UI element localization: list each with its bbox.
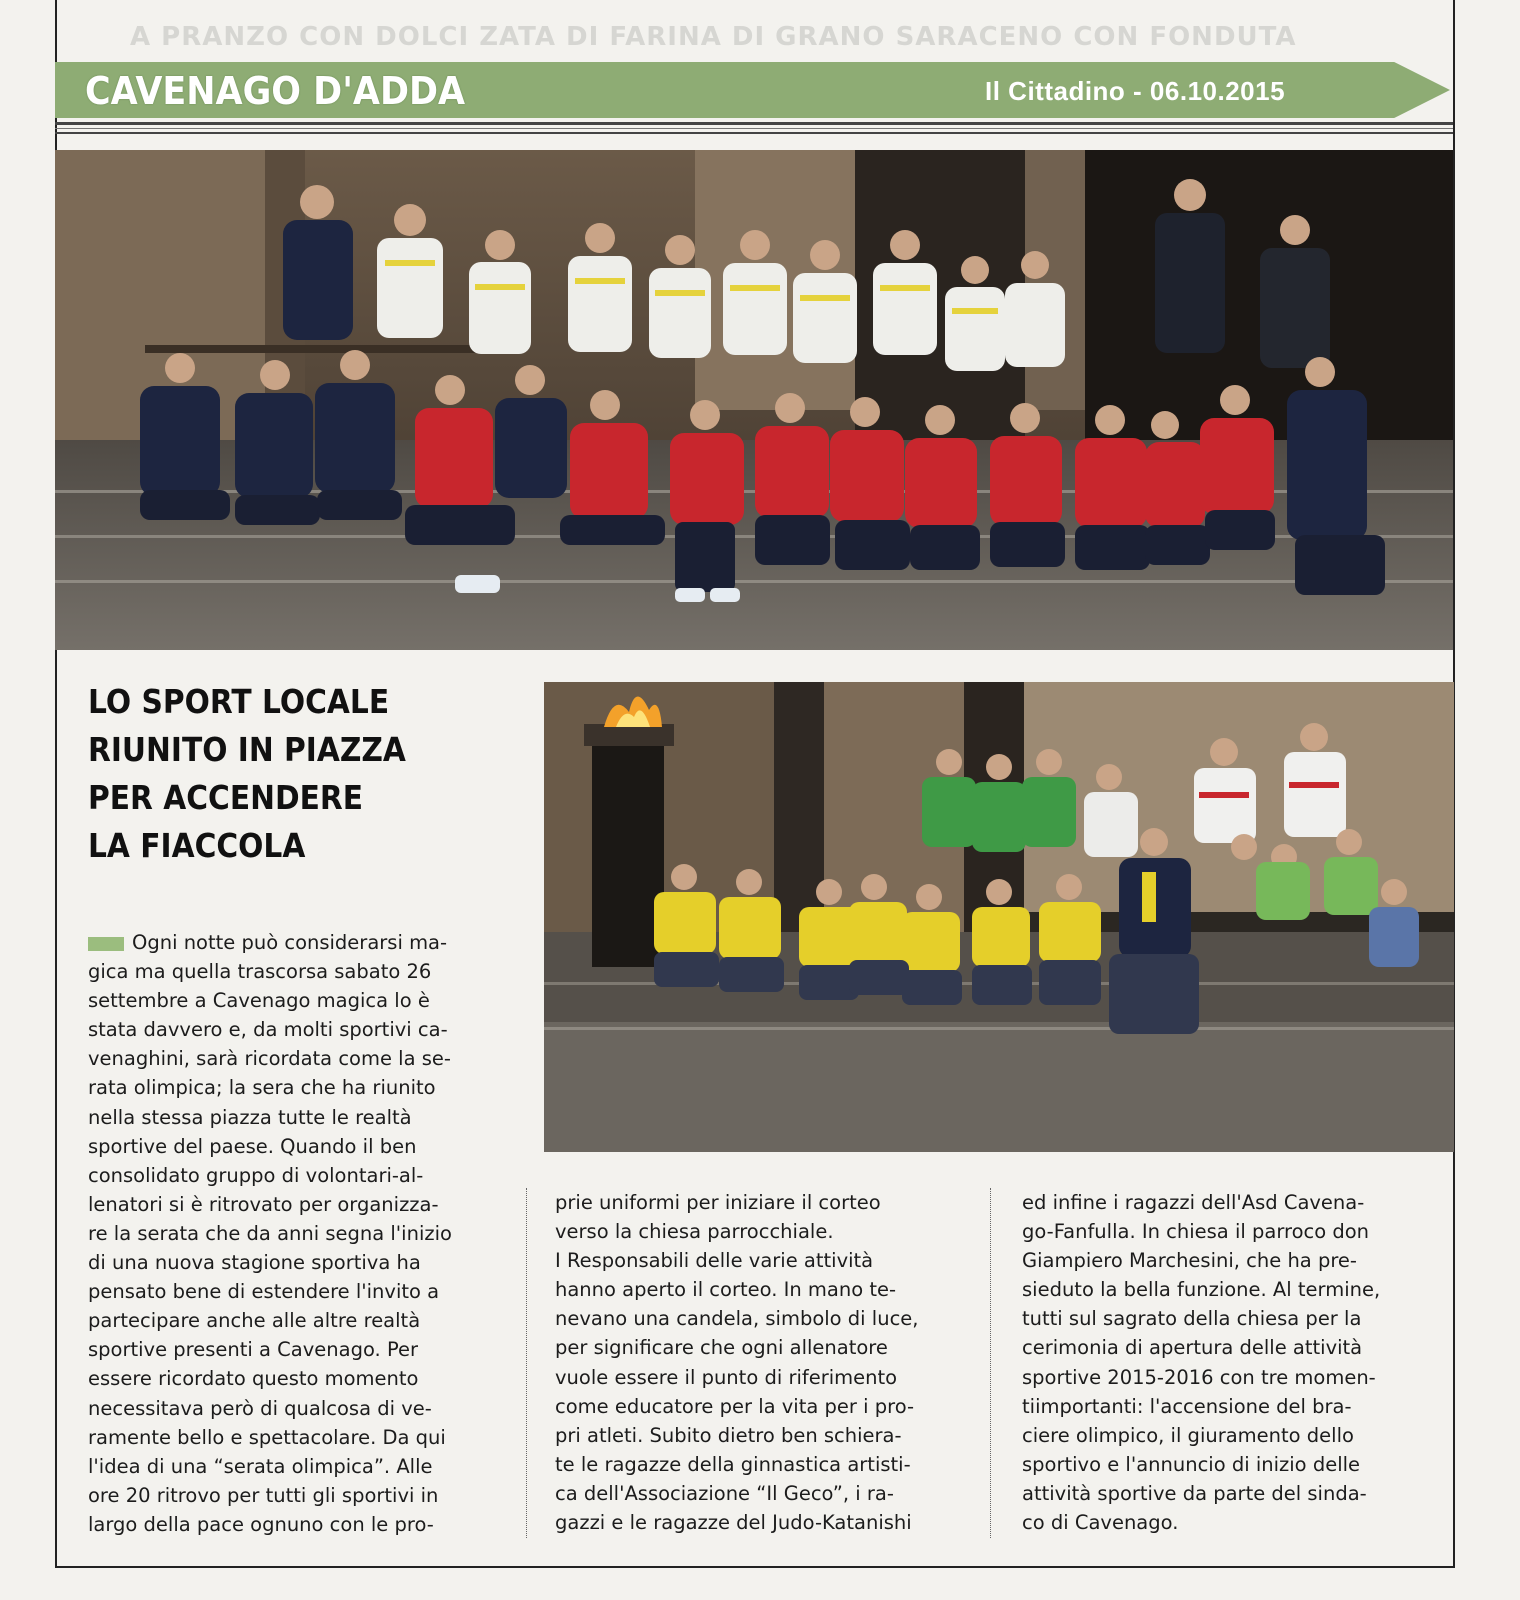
text-line: come educatore per la vita per i pro- xyxy=(555,1394,915,1418)
text-line: l'idea di una “serata olimpica”. Alle xyxy=(88,1454,433,1478)
text-line: stata davvero e, da molti sportivi ca- xyxy=(88,1018,448,1042)
source-date: Il Cittadino - 06.10.2015 xyxy=(985,76,1286,106)
text-line: ca dell'Associazione “Il Geco”, i ra- xyxy=(555,1481,894,1505)
text-line: necessitava però di qualcosa di ve- xyxy=(88,1396,432,1420)
article-column-2 xyxy=(555,1188,955,1537)
article-headline xyxy=(88,678,466,870)
section-title: CAVENAGO D'ADDA xyxy=(85,69,466,113)
text-line: venaghini, sarà ricordata come la se- xyxy=(88,1047,451,1071)
text-line: tiimportanti: l'accensione del bra- xyxy=(1022,1394,1352,1418)
text-line: pri atleti. Subito dietro ben schiera- xyxy=(555,1423,902,1447)
text-line: lenatori si è ritrovato per organizza- xyxy=(88,1192,439,1216)
text-line: gazzi e le ragazze del Judo-Katanishi xyxy=(555,1511,912,1535)
text-line: verso la chiesa parrocchiale. xyxy=(555,1220,834,1244)
text-line: essere ricordato questo momento xyxy=(88,1367,419,1391)
text-line: co di Cavenago. xyxy=(1022,1511,1179,1535)
column-separator xyxy=(990,1188,991,1538)
text-line: ore 20 ritrovo per tutti gli sportivi in xyxy=(88,1483,439,1507)
text-line: sportive del paese. Quando il ben xyxy=(88,1134,417,1158)
text-line: settembre a Cavenago magica lo è xyxy=(88,989,430,1013)
text-line: Ogni notte può considerarsi ma- xyxy=(132,931,448,954)
text-line: sieduto la bella funzione. Al termine, xyxy=(1022,1278,1381,1302)
text-line-lead xyxy=(88,928,493,957)
text-line: ciere olimpico, il giuramento dello xyxy=(1022,1423,1354,1447)
text-line: largo della pace ognuno con le pro- xyxy=(88,1512,434,1536)
text-line: pensato bene di estendere l'invito a xyxy=(88,1280,440,1304)
text-line: consolidato gruppo di volontari-al- xyxy=(88,1163,424,1187)
text-line: ramente bello e spettacolare. Da qui xyxy=(88,1425,446,1449)
text-line: hanno aperto il corteo. In mano te- xyxy=(555,1278,897,1302)
text-line: sportive presenti a Cavenago. Per xyxy=(88,1338,419,1362)
column-separator xyxy=(526,1188,527,1538)
text-line: di una nuova stagione sportiva ha xyxy=(88,1251,421,1275)
text-line: go-Fanfulla. In chiesa il parroco don xyxy=(1022,1220,1370,1244)
photo-brazier-illustration xyxy=(544,682,1454,1152)
text-line: prie uniformi per iniziare il corteo xyxy=(555,1191,881,1214)
text-line: ed infine i ragazzi dell'Asd Cavena- xyxy=(1022,1191,1365,1214)
lead-marker xyxy=(88,937,124,951)
text-line: rata olimpica; la sera che ha riunito xyxy=(88,1076,436,1100)
text-line: te le ragazze della ginnastica artisti- xyxy=(555,1452,911,1476)
text-line: tutti sul sagrato della chiesa per la xyxy=(1022,1307,1362,1331)
text-line: re la serata che da anni segna l'inizio xyxy=(88,1221,452,1245)
text-line: per significare che ogni allenatore xyxy=(555,1336,888,1360)
photo-olympic-brazier xyxy=(544,682,1454,1152)
header-rule-bottom xyxy=(55,132,1453,134)
headline-line: RIUNITO IN PIAZZA xyxy=(88,730,406,769)
photo-team-on-steps xyxy=(55,150,1453,650)
text-line: vuole essere il punto di riferimento xyxy=(555,1365,898,1389)
text-line: attività sportive da parte del sinda- xyxy=(1022,1481,1367,1505)
article-column-3 xyxy=(1022,1188,1427,1537)
text-line: nevano una candela, simbolo di luce, xyxy=(555,1307,919,1331)
text-line: Giampiero Marchesini, che ha pre- xyxy=(1022,1249,1357,1273)
text-line: nella stessa piazza tutte le realtà xyxy=(88,1105,412,1129)
article-column-1 xyxy=(88,928,493,1539)
headline-line: PER ACCENDERE xyxy=(88,778,364,817)
headline-line: LO SPORT LOCALE xyxy=(88,682,390,721)
text-line: sportive 2015-2016 con tre momen- xyxy=(1022,1365,1376,1389)
text-line: sportivo e l'annuncio di inizio delle xyxy=(1022,1452,1361,1476)
photo-team-illustration xyxy=(55,150,1453,650)
text-line: gica ma quella trascorsa sabato 26 xyxy=(88,960,432,984)
header-rule-thin xyxy=(55,128,1453,129)
text-line: partecipare anche alle altre realtà xyxy=(88,1309,421,1333)
header-rule xyxy=(55,122,1453,125)
text-line: cerimonia di apertura delle attività xyxy=(1022,1336,1363,1360)
headline-line: LA FIACCOLA xyxy=(88,826,306,865)
text-line: I Responsabili delle varie attività xyxy=(555,1249,874,1273)
bleed-through-text: A PRANZO CON DOLCI ZATA DI FARINA DI GRANO SARACENO CON FONDUTA xyxy=(130,22,1297,52)
